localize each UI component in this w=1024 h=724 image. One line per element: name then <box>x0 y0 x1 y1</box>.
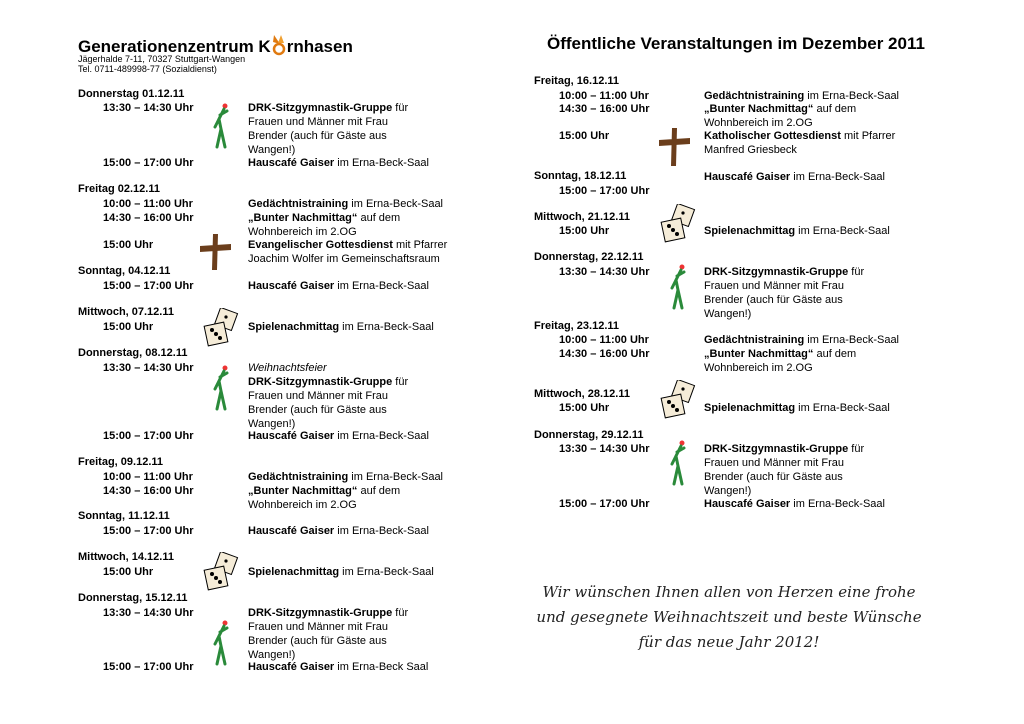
season-greeting <box>534 580 924 655</box>
event-desc: Brender (auch für Gäste aus <box>248 130 387 142</box>
day-heading: Mittwoch, 21.12.11 <box>534 211 630 223</box>
phone: Tel. 0711-489998-77 (Sozialdienst) <box>78 64 217 74</box>
gymnastics-figure-icon <box>667 440 689 486</box>
event-title: Spielenachmittag im Erna-Beck-Saal <box>704 225 890 237</box>
event-desc: Wangen!) <box>248 649 296 661</box>
day-heading: Donnerstag 01.12.11 <box>78 88 185 100</box>
event-desc: Brender (auch für Gäste aus <box>704 294 843 306</box>
event-desc: Wangen!) <box>248 144 296 156</box>
day-heading: Mittwoch, 07.12.11 <box>78 306 174 318</box>
greeting-line: für das neue Jahr 2012! <box>638 633 820 651</box>
event-time: 13:30 – 14:30 Uhr <box>103 102 194 114</box>
event-title: DRK-Sitzgymnastik-Gruppe für <box>248 376 409 388</box>
dice-icon <box>203 308 239 348</box>
greeting-line: Wir wünschen Ihnen allen von Herzen eine frohe <box>542 583 916 601</box>
logo-o-icon <box>271 34 287 57</box>
event-desc: Frauen und Männer mit Frau <box>704 457 845 469</box>
event-time: 13:30 – 14:30 Uhr <box>559 443 650 455</box>
event-time: 10:00 – 11:00 Uhr <box>103 471 193 483</box>
day-heading: Freitag, 16.12.11 <box>534 75 619 87</box>
event-title: Spielenachmittag im Erna-Beck-Saal <box>248 566 434 578</box>
event-time: 15:00 Uhr <box>559 402 610 414</box>
day-heading: Sonntag, 04.12.11 <box>78 265 171 277</box>
day-heading: Donnerstag, 29.12.11 <box>534 429 644 441</box>
dice-icon <box>660 380 696 420</box>
event-title: Hauscafé Gaiser im Erna-Beck Saal <box>248 661 429 673</box>
event-desc: Brender (auch für Gäste aus <box>248 635 387 647</box>
event-desc: Wohnbereich im 2.OG <box>704 117 813 129</box>
event-time: 15:00 Uhr <box>103 566 154 578</box>
event-title: „Bunter Nachmittag“ auf dem <box>704 348 857 360</box>
gymnastics-figure-icon <box>210 103 232 149</box>
event-time: 10:00 – 11:00 Uhr <box>559 90 649 102</box>
event-title: Spielenachmittag im Erna-Beck-Saal <box>704 402 890 414</box>
event-time: 13:30 – 14:30 Uhr <box>559 266 650 278</box>
event-time: 13:30 – 14:30 Uhr <box>103 362 194 374</box>
cross-icon <box>656 126 692 168</box>
event-desc: Wohnbereich im 2.OG <box>248 499 357 511</box>
day-heading: Donnerstag, 15.12.11 <box>78 592 188 604</box>
event-time: 15:00 – 17:00 Uhr <box>103 661 194 673</box>
event-desc: Frauen und Männer mit Frau <box>248 621 389 633</box>
event-desc: Frauen und Männer mit Frau <box>704 280 845 292</box>
page-title: Öffentliche Veranstaltungen im Dezember 2011 <box>547 34 925 53</box>
event-time: 15:00 – 17:00 Uhr <box>103 157 194 169</box>
day-heading: Freitag 02.12.11 <box>78 183 160 195</box>
event-desc: Brender (auch für Gäste aus <box>248 404 387 416</box>
event-title: Hauscafé Gaiser im Erna-Beck-Saal <box>704 498 885 510</box>
day-heading: Donnerstag, 22.12.11 <box>534 251 644 263</box>
event-desc: Brender (auch für Gäste aus <box>704 471 843 483</box>
event-title: „Bunter Nachmittag“ auf dem <box>704 103 857 115</box>
event-desc: Wohnbereich im 2.OG <box>248 226 357 238</box>
event-title: Hauscafé Gaiser im Erna-Beck-Saal <box>248 430 429 442</box>
event-title: DRK-Sitzgymnastik-Gruppe für <box>704 266 865 278</box>
day-heading: Donnerstag, 08.12.11 <box>78 347 188 359</box>
event-time: 15:00 – 17:00 Uhr <box>103 430 194 442</box>
event-desc: Manfred Griesbeck <box>704 144 797 156</box>
event-note: Weihnachtsfeier <box>248 362 327 374</box>
event-time: 10:00 – 11:00 Uhr <box>559 334 649 346</box>
event-time: 13:30 – 14:30 Uhr <box>103 607 194 619</box>
day-heading: Sonntag, 18.12.11 <box>534 170 627 182</box>
event-title: Katholischer Gottesdienst mit Pfarrer <box>704 130 896 142</box>
event-title: Hauscafé Gaiser im Erna-Beck-Saal <box>248 157 429 169</box>
event-time: 15:00 Uhr <box>103 239 154 251</box>
event-title: Gedächtnistraining im Erna-Beck-Saal <box>248 471 444 483</box>
dice-icon <box>203 552 239 592</box>
cross-icon <box>197 232 233 272</box>
event-desc: Frauen und Männer mit Frau <box>248 116 389 128</box>
event-title: Gedächtnistraining im Erna-Beck-Saal <box>704 334 900 346</box>
dice-icon <box>660 204 696 244</box>
address: Jägerhalde 7-11, 70327 Stuttgart-Wangen <box>78 54 246 64</box>
day-heading: Sonntag, 11.12.11 <box>78 510 170 522</box>
event-title: Hauscafé Gaiser im Erna-Beck-Saal <box>704 171 885 183</box>
greeting-line: und gesegnete Weihnachtszeit und beste Wünsche <box>536 608 922 626</box>
event-title: Gedächtnistraining im Erna-Beck-Saal <box>704 90 900 102</box>
event-desc: Joachim Wolfer im Gemeinschaftsraum <box>248 253 440 265</box>
event-time: 15:00 – 17:00 Uhr <box>559 498 650 510</box>
event-time: 15:00 – 17:00 Uhr <box>559 185 650 197</box>
event-time: 15:00 Uhr <box>559 225 610 237</box>
organization-name: Generationenzentrum K rnhasen <box>78 34 353 57</box>
event-desc: Wangen!) <box>704 308 752 320</box>
event-desc: Frauen und Männer mit Frau <box>248 390 389 402</box>
event-title: DRK-Sitzgymnastik-Gruppe für <box>704 443 865 455</box>
event-time: 14:30 – 16:00 Uhr <box>103 212 194 224</box>
day-heading: Mittwoch, 14.12.11 <box>78 551 174 563</box>
gymnastics-figure-icon <box>210 365 232 411</box>
event-title: „Bunter Nachmittag“ auf dem <box>248 212 401 224</box>
event-time: 14:30 – 16:00 Uhr <box>559 348 650 360</box>
event-title: Hauscafé Gaiser im Erna-Beck-Saal <box>248 525 429 537</box>
event-time: 14:30 – 16:00 Uhr <box>559 103 650 115</box>
day-heading: Mittwoch, 28.12.11 <box>534 388 630 400</box>
event-title: Gedächtnistraining im Erna-Beck-Saal <box>248 198 444 210</box>
event-time: 15:00 Uhr <box>559 130 610 142</box>
event-title: „Bunter Nachmittag“ auf dem <box>248 485 401 497</box>
event-title: Spielenachmittag im Erna-Beck-Saal <box>248 321 434 333</box>
gymnastics-figure-icon <box>667 264 689 310</box>
event-title: Evangelischer Gottesdienst mit Pfarrer <box>248 239 448 251</box>
event-desc: Wangen!) <box>704 485 752 497</box>
day-heading: Freitag, 09.12.11 <box>78 456 163 468</box>
event-title: DRK-Sitzgymnastik-Gruppe für <box>248 102 409 114</box>
event-time: 14:30 – 16:00 Uhr <box>103 485 194 497</box>
gymnastics-figure-icon <box>210 620 232 666</box>
event-time: 15:00 – 17:00 Uhr <box>103 525 194 537</box>
event-time: 15:00 Uhr <box>103 321 154 333</box>
event-time: 15:00 – 17:00 Uhr <box>103 280 194 292</box>
event-title: Hauscafé Gaiser im Erna-Beck-Saal <box>248 280 429 292</box>
event-desc: Wangen!) <box>248 418 296 430</box>
event-time: 10:00 – 11:00 Uhr <box>103 198 193 210</box>
event-desc: Wohnbereich im 2.OG <box>704 362 813 374</box>
event-title: DRK-Sitzgymnastik-Gruppe für <box>248 607 409 619</box>
day-heading: Freitag, 23.12.11 <box>534 320 619 332</box>
